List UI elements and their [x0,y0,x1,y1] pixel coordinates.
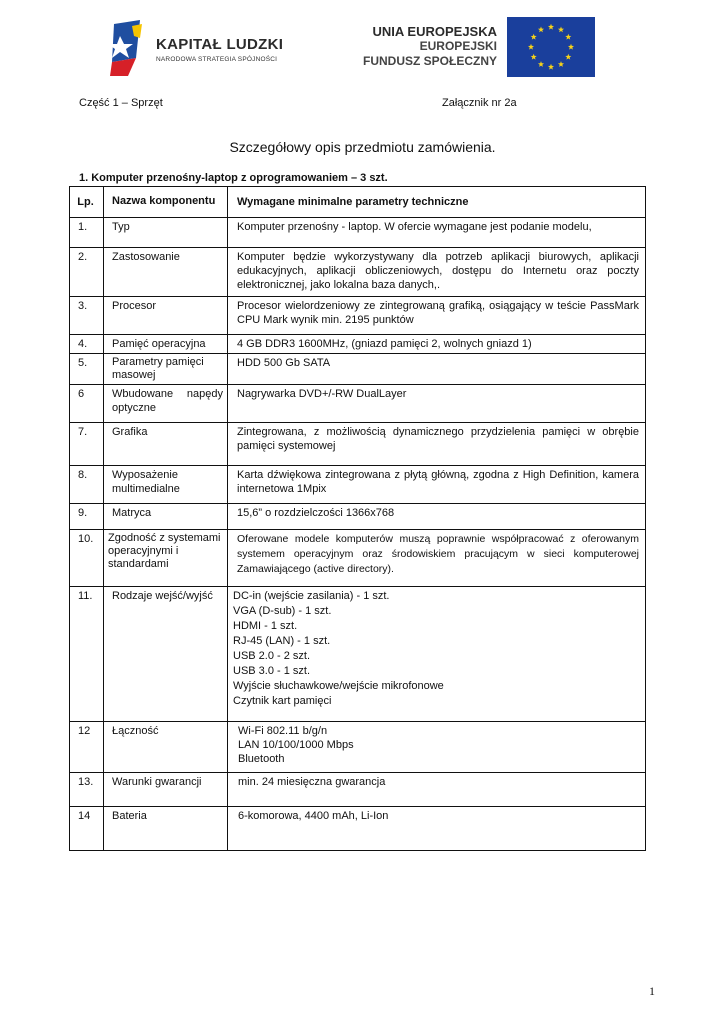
list-item: RJ-45 (LAN) - 1 szt. [233,635,331,647]
list-item: HDMI - 1 szt. [233,620,298,632]
row-lp: 11. [70,587,104,722]
page-number: 1 [649,984,655,998]
row-desc: Komputer będzie wykorzystywany dla potrzeb aplikacji biurowych, aplikacji edukacyjnych, aplikacji obliczeniowych, dostępu do Internetu oraz poczty elektronicznej, jako lokalna baza danych,. [228,248,646,297]
document-title: Szczegółowy opis przedmiotu zamówienia. [229,139,496,155]
table-row [70,773,646,807]
table-row [70,466,646,504]
table-row [70,722,646,773]
row-name: Typ [104,218,228,248]
table-row [70,354,646,385]
row-lp: 10. [70,530,104,587]
row-desc: Zintegrowana, z możliwością dynamicznego przydzielenia pamięci w obrębie pamięci systemowej [228,423,646,466]
row-lp: 5. [70,354,104,385]
row-desc: Komputer przenośny - laptop. W ofercie wymagane jest podanie modelu, [228,218,646,248]
connectivity-list [228,722,646,773]
row-name: Pamięć operacyjna [104,335,228,354]
row-desc: Procesor wielordzeniowy ze zintegrowaną grafiką, osiągający w teście PassMark CPU Mark wynik min. 2195 punktów [228,297,646,335]
list-item: Bluetooth [238,753,285,765]
list-item: Wyjście słuchawkowe/wejście mikrofonowe [233,680,444,692]
table-row [70,423,646,466]
row-desc: 4 GB DDR3 1600MHz, (gniazd pamięci 2, wolnych gniazd 1) [228,335,646,354]
row-lp: 6 [70,385,104,423]
eu-line-1: UNIA EUROPEJSKA [372,24,497,39]
table-row [70,248,646,297]
header-lp: Lp. [70,187,104,218]
spec-table [69,186,646,851]
row-name: Procesor [104,297,228,335]
header-requirements: Wymagane minimalne parametry techniczne [228,187,646,218]
eu-flag-icon [507,17,595,77]
table-row [70,335,646,354]
part-label: Część 1 – Sprzęt [79,97,163,109]
row-desc: 15,6” o rozdzielczości 1366x768 [228,504,646,530]
table-row [70,807,646,851]
kapital-ludzki-mark-icon [106,18,146,78]
row-name: Parametry pamięci masowej [104,354,228,385]
row-lp: 9. [70,504,104,530]
list-item: USB 2.0 - 2 szt. [233,650,311,662]
section-heading: 1. Komputer przenośny-laptop z oprogramowaniem – 3 szt. [79,172,388,184]
row-lp: 12 [70,722,104,773]
row-desc: Karta dźwiękowa zintegrowana z płytą główną, zgodna z High Definition, kamera internetowa 1Mpix [228,466,646,504]
list-item: USB 3.0 - 1 szt. [233,665,311,677]
row-name: Wyposażenie multimedialne [104,466,228,504]
row-lp: 7. [70,423,104,466]
table-row [70,385,646,423]
row-name: Łączność [104,722,228,773]
row-name: Matryca [104,504,228,530]
row-lp: 1. [70,218,104,248]
row-lp: 2. [70,248,104,297]
list-item: Czytnik kart pamięci [233,695,332,707]
list-item: DC-in (wejście zasilania) - 1 szt. [233,590,390,602]
row-name: Warunki gwarancji [104,773,228,807]
list-item: Wi-Fi 802.11 b/g/n [238,725,328,737]
row-lp: 13. [70,773,104,807]
table-row [70,504,646,530]
row-desc: min. 24 miesięczna gwarancja [228,773,646,807]
table-row [70,587,646,722]
row-name: Wbudowane napędy optyczne [104,385,228,423]
table-row [70,297,646,335]
attachment-label: Załącznik nr 2a [442,97,517,109]
eu-line-2: EUROPEJSKI [419,39,497,53]
kapital-ludzki-title: KAPITAŁ LUDZKI [156,36,284,53]
table-header-row [70,187,646,218]
table-row [70,530,646,587]
list-item: VGA (D-sub) - 1 szt. [233,605,332,617]
header-name: Nazwa komponentu [104,187,228,218]
row-desc: Oferowane modele komputerów muszą poprawnie współpracować z oferowanym systemem operacyjnym oraz środowiskiem pracującym w sieci komputerowej Zamawiającego (active directory). [228,530,646,587]
row-name: Zastosowanie [104,248,228,297]
row-lp: 4. [70,335,104,354]
row-name: Bateria [104,807,228,851]
row-desc: HDD 500 Gb SATA [228,354,646,385]
row-lp: 3. [70,297,104,335]
kapital-ludzki-subtitle: NARODOWA STRATEGIA SPÓJNOŚCI [156,56,278,63]
table-row [70,218,646,248]
row-name: Zgodność z systemami operacyjnymi i standardami [104,530,228,587]
ports-list [228,587,646,722]
row-desc: Nagrywarka DVD+/-RW DualLayer [228,385,646,423]
kapital-ludzki-logo [106,18,286,80]
row-name: Rodzaje wejść/wyjść [104,587,228,722]
eu-line-3: FUNDUSZ SPOŁECZNY [362,54,497,68]
row-name: Grafika [104,423,228,466]
eu-text-block [363,24,497,69]
list-item: LAN 10/100/1000 Mbps [238,739,354,751]
row-lp: 8. [70,466,104,504]
row-lp: 14 [70,807,104,851]
row-desc: 6-komorowa, 4400 mAh, Li-Ion [228,807,646,851]
